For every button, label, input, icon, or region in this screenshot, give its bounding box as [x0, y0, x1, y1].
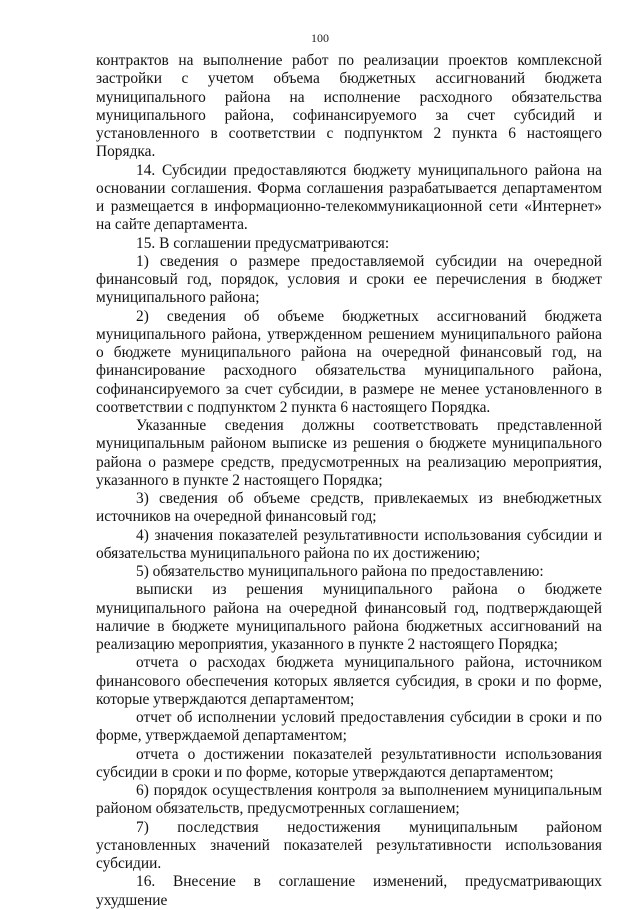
paragraph: 6) порядок осуществления контроля за выполнением муниципальным районом обязательств, предусмотренных соглашением; [96, 782, 602, 818]
paragraph: отчет об исполнении условий предоставления субсидии в сроки и по форме, утверждаемой департаментом; [96, 709, 602, 745]
paragraph: контрактов на выполнение работ по реализации проектов комплексной застройки с учетом объема бюджетных ассигнований бюджета муниципального района на исполнение расходного обязательства муниципального района, софинансируемого за счет субсидий и установленного в соответствии с подпунктом 2 пункта 6 настоящего Порядка. [96, 52, 602, 161]
paragraph: 3) сведения об объеме средств, привлекаемых из внебюджетных источников на очередной финансовый год; [96, 490, 602, 526]
paragraph: выписки из решения муниципального района о бюджете муниципального района на очередной финансовый год, подтверждающей наличие в бюджете муниципального района бюджетных ассигнований на реализацию мероприятия, указанного в пункте 2 настоящего Порядка; [96, 581, 602, 653]
paragraph: отчета о расходах бюджета муниципального района, источником финансового обеспечения которых является субсидия, в сроки и по форме, которые утверждаются департаментом; [96, 654, 602, 708]
paragraph: Указанные сведения должны соответствовать представленной муниципальным районом выписке из решения о бюджете муниципального района о размере средств, предусмотренных на реализацию мероприятия, указанного в пункте 2 настоящего Порядка; [96, 417, 602, 489]
paragraph: 1) сведения о размере предоставляемой субсидии на очередной финансовый год, порядок, условия и сроки ее перечисления в бюджет муниципального района; [96, 252, 602, 307]
paragraph: 14. Субсидии предоставляются бюджету муниципального района на основании соглашения. Форма соглашения разрабатывается департаментом и размещается в информационно-телекоммуникационной сети «Интернет» на сайте департамента. [96, 161, 602, 234]
paragraph: 2) сведения об объеме бюджетных ассигнований бюджета муниципального района, утвержденном решением муниципального района о бюджете муниципального района на очередной финансовый год, на финансирование расходного обязательства муниципального района, софинансируемого за счет субсидии, в размере не менее установленного в соответствии с подпунктом 2 пункта 6 настоящего Порядка. [96, 307, 602, 416]
paragraph: 7) последствия недостижения муниципальным районом установленных значений показателей результативности использования субсидии. [96, 818, 602, 872]
paragraph: отчета о достижении показателей результативности использования субсидии в сроки и по форме, которые утверждаются департаментом; [96, 745, 602, 781]
page-number: 100 [311, 31, 329, 45]
document-body [96, 52, 602, 910]
paragraph: 4) значения показателей результативности использования субсидии и обязательства муниципального района по их достижению; [96, 526, 602, 562]
paragraph: 16. Внесение в соглашение изменений, предусматривающих ухудшение [96, 873, 602, 909]
paragraph: 15. В соглашении предусматриваются: [136, 234, 390, 252]
paragraph: 5) обязательство муниципального района по предоставлению: [136, 563, 544, 580]
